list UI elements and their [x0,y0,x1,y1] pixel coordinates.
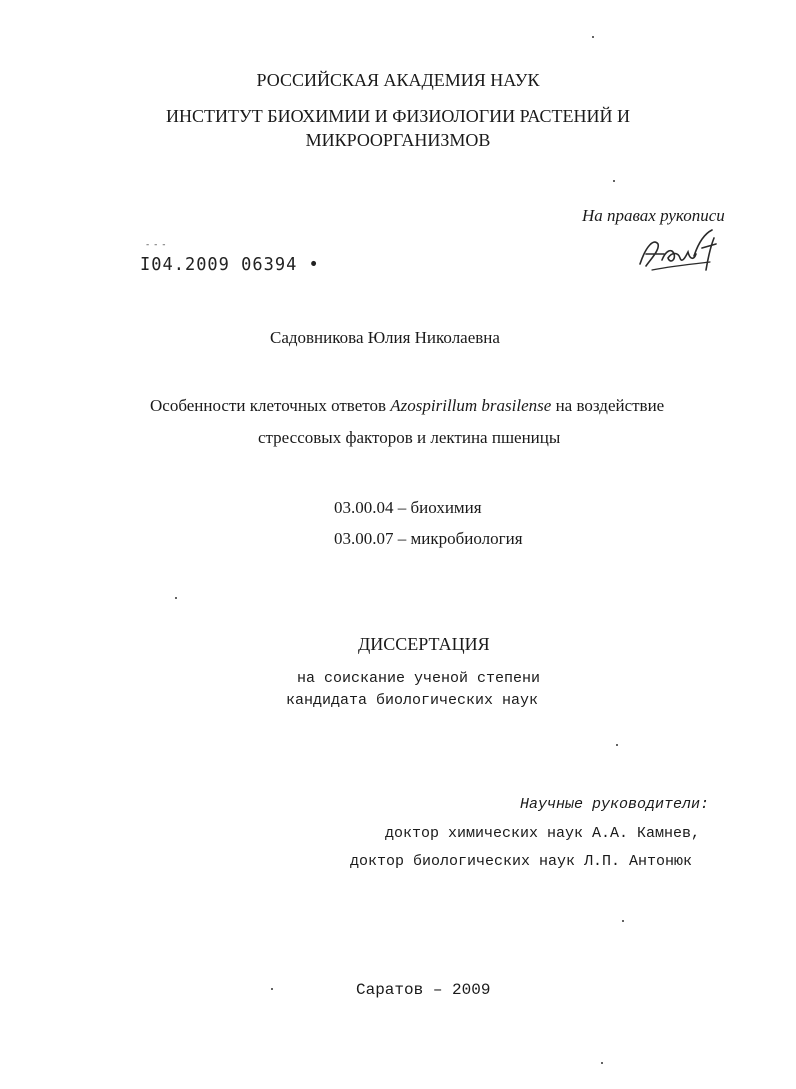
institute-name-line1: ИНСТИТУТ БИОХИМИИ И ФИЗИОЛОГИИ РАСТЕНИЙ И [166,106,630,126]
scan-speck [271,988,273,990]
scan-speck [175,597,177,599]
scan-speck [613,180,615,182]
title-part1: Особенности клеточных ответов [150,396,391,415]
institute-name-line2: МИКРООРГАНИЗМОВ [305,130,491,150]
stamp-marks: - - - [146,240,167,250]
signature-image [632,226,732,272]
academy-name: РОССИЙСКАЯ АКАДЕМИЯ НАУК [256,70,540,90]
dissertation-heading: ДИССЕРТАЦИЯ [358,634,490,654]
specialty-microbiology: 03.00.07 – микробиология [334,529,523,548]
title-organism: Azospirillum brasilense [390,396,552,415]
place-year: Саратов – 2009 [356,981,491,999]
manuscript-note: На правах рукописи [582,206,725,225]
scan-speck [616,744,618,746]
stamp-dot-icon: • [297,254,320,276]
scan-speck [592,36,594,38]
degree-line1: на соискание ученой степени [297,670,541,687]
specialty-biochemistry: 03.00.04 – биохимия [334,498,482,517]
thesis-title-line1 [150,396,664,416]
stamp-prefix: I [140,254,152,276]
degree-line2: кандидата биологических наук [286,692,539,709]
scan-speck [622,920,624,922]
stamp-number [140,255,320,276]
stamp-digits: 04.2009 06394 [151,254,298,276]
supervisor-first: доктор химических наук А.А. Камнев, [385,825,701,842]
title-part2: на воздействие [551,396,665,415]
supervisor-second: доктор биологических наук Л.П. Антонюк [350,853,693,870]
thesis-title-line2: стрессовых факторов и лектина пшеницы [258,428,561,447]
supervisors-label: Научные руководители: [520,796,710,813]
scan-speck [601,1062,603,1064]
author-name: Садовникова Юлия Николаевна [270,328,500,347]
